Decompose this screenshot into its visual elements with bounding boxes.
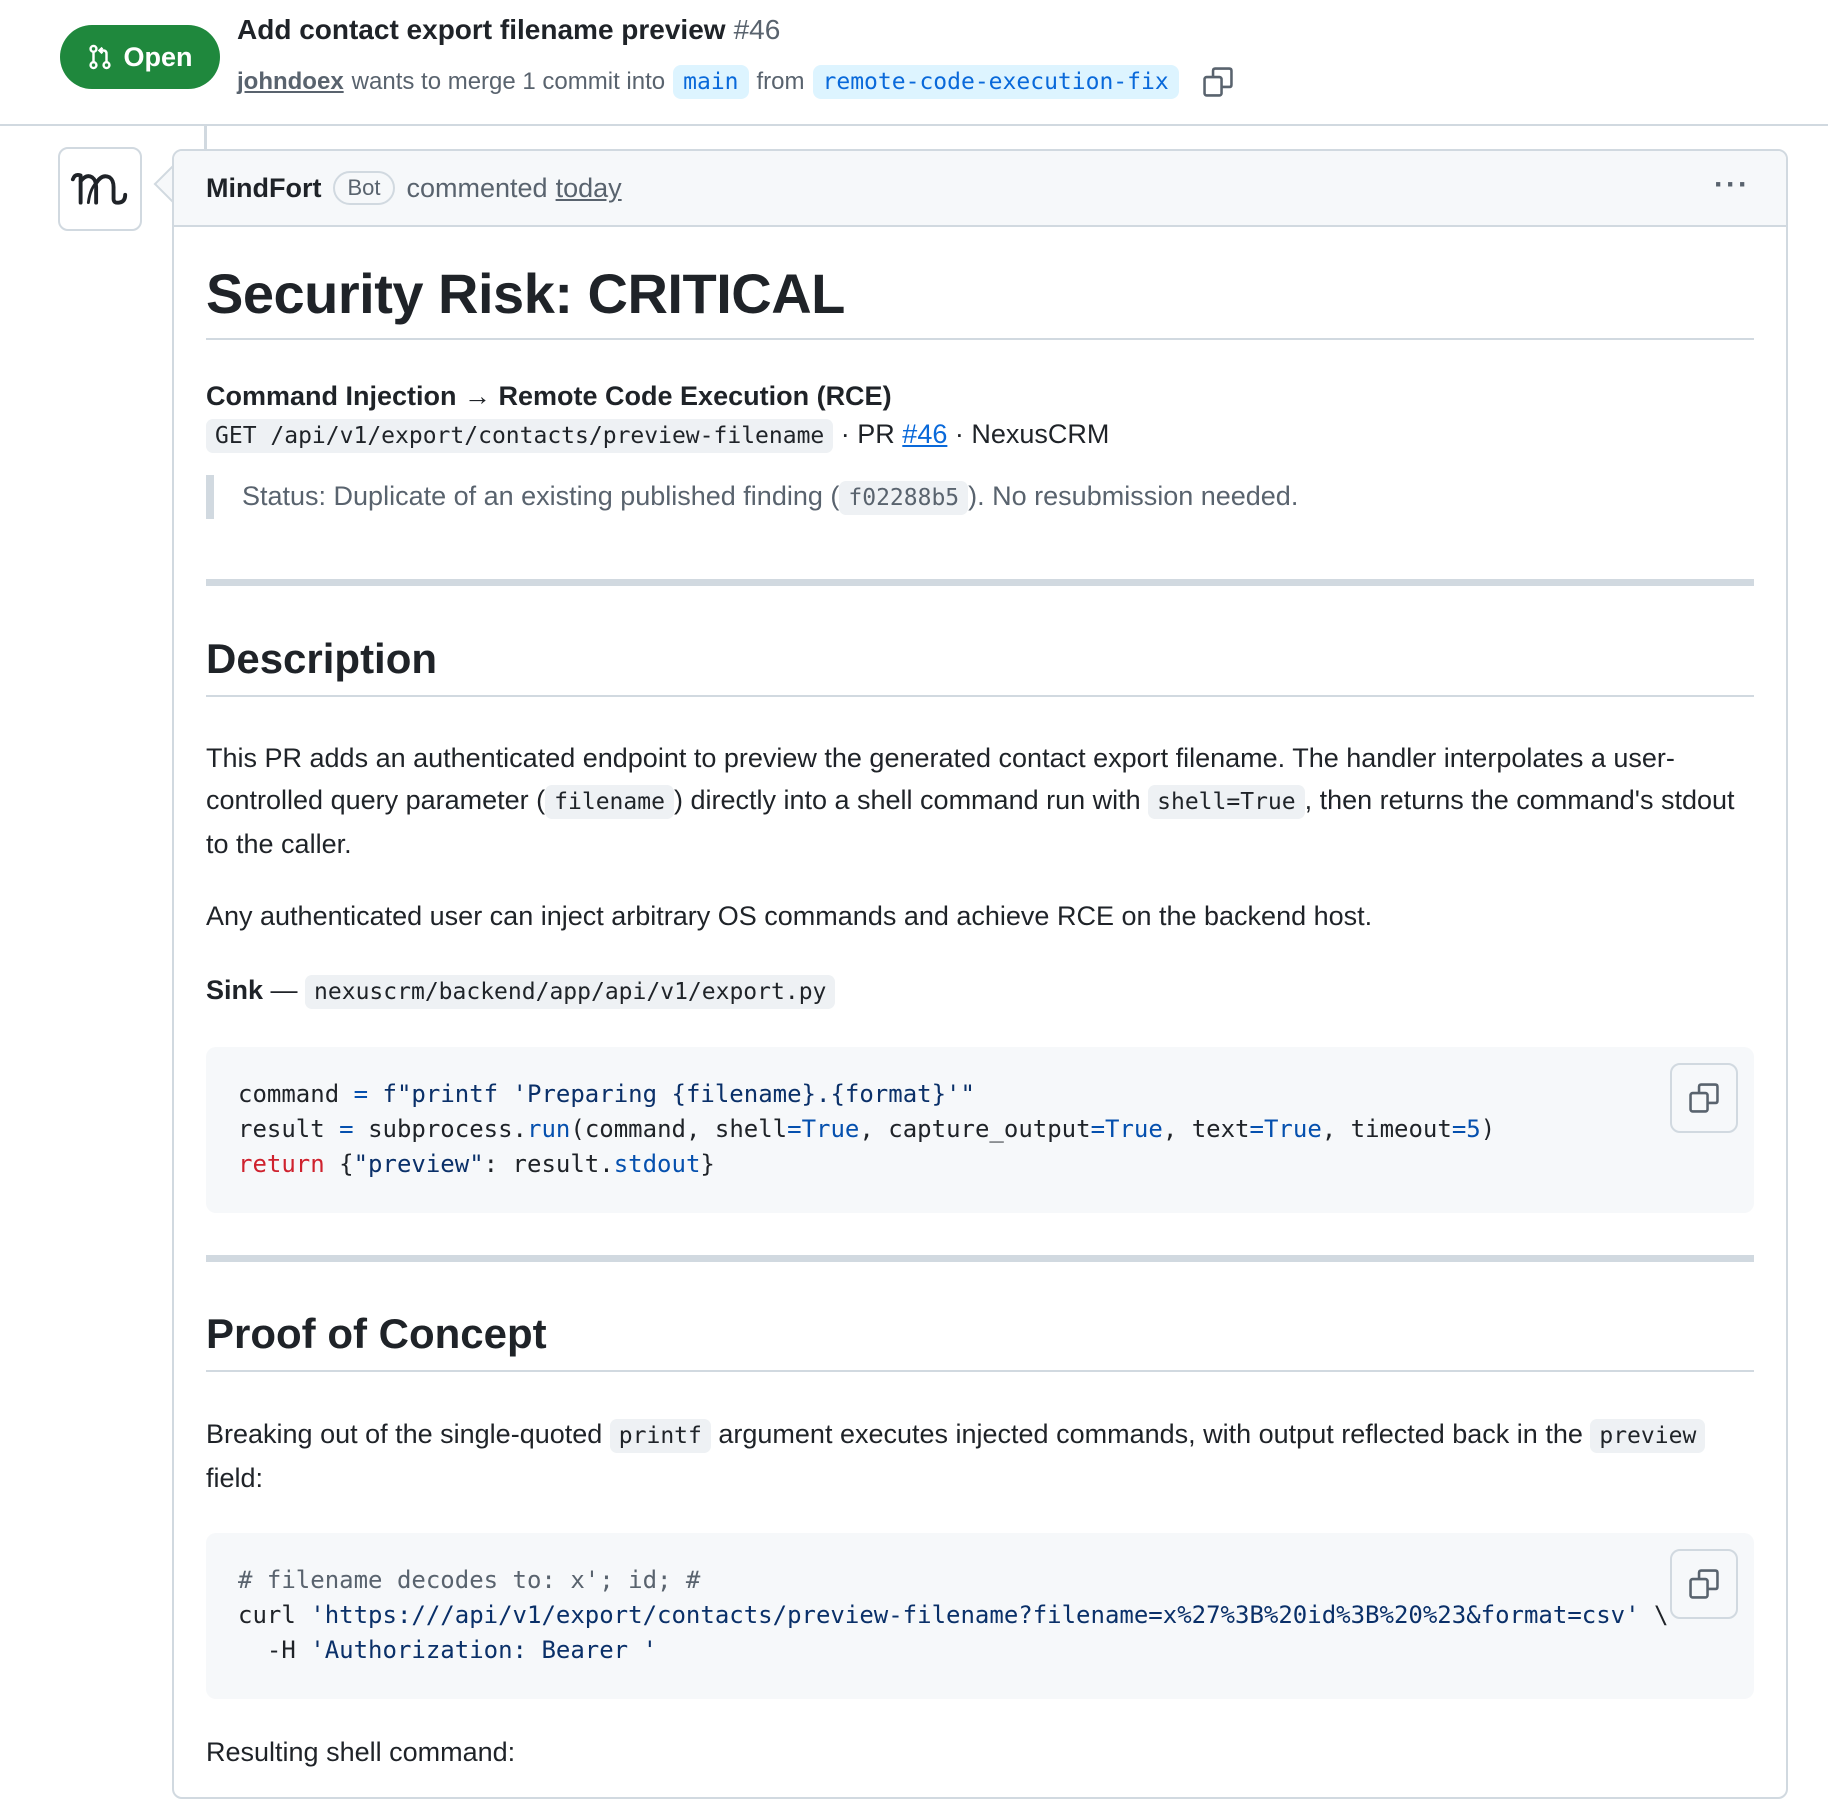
pr-header (0, 0, 1828, 126)
copy-branch-icon[interactable] (1201, 65, 1235, 99)
impact-paragraph: Any authenticated user can inject arbitrary OS commands and achieve RCE on the backend host. (206, 901, 1373, 931)
mindfort-logo-icon (69, 169, 131, 209)
resulting-command-label: Resulting shell command: (206, 1737, 516, 1767)
poc-text-b: argument executes injected commands, with output reflected back in the (710, 1419, 1591, 1449)
poc-paragraph (206, 1413, 1754, 1499)
endpoint-code: GET /api/v1/export/contacts/preview-filename (206, 419, 833, 453)
from-text: from (756, 68, 805, 95)
comment-action: commented (406, 172, 548, 203)
desc-text-b: ) directly into a shell command run with (673, 785, 1149, 815)
status-suffix: ). No resubmission needed. (968, 481, 1299, 511)
status-blockquote (206, 475, 1754, 519)
copy-code-button[interactable] (1670, 1549, 1738, 1619)
copy-icon (1687, 1081, 1721, 1115)
description-paragraph (206, 737, 1754, 865)
endpoint-sep2: · NexusCRM (947, 419, 1110, 449)
head-branch[interactable]: remote-code-execution-fix (813, 65, 1179, 99)
pr-state-badge (60, 25, 220, 89)
merge-text: wants to merge 1 commit into (351, 68, 666, 95)
comment-box (172, 149, 1788, 1799)
pr-meta (237, 62, 1235, 102)
poc-heading: Proof of Concept (206, 1310, 1754, 1372)
bot-label: Bot (333, 171, 394, 205)
pr-number: #46 (733, 14, 781, 45)
report-title: Security Risk: CRITICAL (206, 261, 1754, 340)
desc-text-a: This PR adds an authenticated endpoint to preview the generated contact export filename. The handler interpolates a user-controlled query parameter ( (206, 743, 1675, 815)
avatar[interactable] (58, 147, 142, 231)
shell-true-code: shell=True (1148, 785, 1304, 819)
printf-code: printf (610, 1419, 711, 1453)
comment-timestamp[interactable]: today (555, 172, 622, 203)
git-pull-request-icon (87, 44, 113, 70)
sink-dash: — (263, 975, 306, 1005)
sink-path: nexuscrm/backend/app/api/v1/export.py (305, 975, 835, 1009)
copy-code-button[interactable] (1670, 1063, 1738, 1133)
comment-header (174, 151, 1786, 227)
sink-line (206, 969, 1754, 1013)
poc-text-a: Breaking out of the single-quoted (206, 1419, 610, 1449)
endpoint-sep1: · PR (833, 419, 903, 449)
endpoint-line (206, 413, 1754, 457)
divider (206, 579, 1754, 586)
pr-title (237, 14, 780, 46)
copy-icon (1687, 1567, 1721, 1601)
preview-code: preview (1590, 1419, 1705, 1453)
vuln-title: Command Injection → Remote Code Execution (RCE) (206, 381, 892, 411)
more-options-icon[interactable]: ··· (1714, 168, 1750, 201)
sink-label: Sink (206, 975, 264, 1005)
comment-author[interactable]: MindFort (206, 172, 322, 203)
pr-title-text: Add contact export filename preview (237, 14, 726, 45)
poc-code-block: # filename decodes to: x'; id; # curl 'https:///api/v1/export/contacts/preview-filename?filename=x%27%3B%20id%3B%20%23&format=csv' \ -H 'Authorization: Bearer ' (206, 1533, 1754, 1699)
pr-state-label: Open (123, 41, 193, 72)
sink-code-block: command = f"printf 'Preparing {filename}.{format}'" result = subprocess.run(command, shell=True, capture_output=True, text=True, timeout=5) return {"preview": result.stdout} (206, 1047, 1754, 1213)
divider (206, 1255, 1754, 1262)
base-branch[interactable]: main (673, 65, 748, 99)
status-prefix: Status: Duplicate of an existing published finding ( (242, 481, 840, 511)
pr-author-link[interactable]: johndoex (237, 68, 344, 95)
filename-code: filename (545, 785, 674, 819)
poc-text-c: field: (206, 1463, 264, 1493)
status-code: f02288b5 (839, 481, 968, 515)
description-heading: Description (206, 635, 1754, 697)
desc-text-c: , then returns the command's stdout to the caller. (206, 785, 1735, 859)
pr-link[interactable]: #46 (902, 419, 948, 449)
